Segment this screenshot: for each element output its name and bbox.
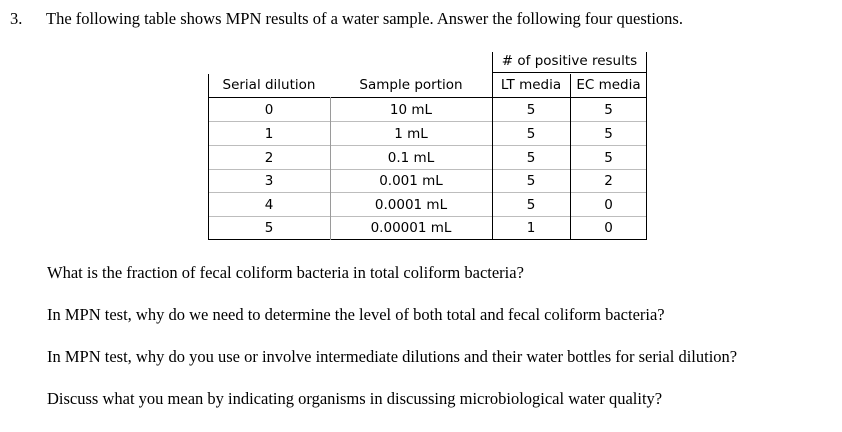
row-4-portion: 0.0001 mL bbox=[374, 197, 448, 213]
question-intro: The following table shows MPN results of a water sample. Answer the following four questions. bbox=[46, 9, 683, 28]
row-1-ec: 5 bbox=[604, 126, 613, 142]
row-4-lt: 5 bbox=[526, 197, 536, 213]
row-2-lt: 5 bbox=[526, 150, 536, 166]
column-rule bbox=[570, 74, 571, 240]
row-5-dilution: 5 bbox=[264, 220, 274, 236]
header-lt-media: LT media bbox=[500, 77, 562, 93]
column-rule bbox=[492, 52, 493, 240]
row-0-lt: 5 bbox=[526, 102, 536, 118]
question-number: 3. bbox=[10, 9, 23, 28]
row-4-dilution: 4 bbox=[264, 197, 274, 213]
row-3-ec: 2 bbox=[604, 173, 613, 189]
subquestion-3: In MPN test, why do you use or involve intermediate dilutions and their water bottles for serial dilution? bbox=[47, 347, 738, 366]
row-divider bbox=[208, 145, 647, 146]
table-bottom-rule bbox=[208, 239, 647, 240]
row-divider bbox=[208, 192, 647, 193]
row-0-portion: 10 mL bbox=[389, 102, 433, 118]
row-1-portion: 1 mL bbox=[394, 126, 428, 142]
question-heading bbox=[10, 9, 683, 29]
row-5-lt: 1 bbox=[526, 220, 536, 236]
header-rule bbox=[208, 97, 647, 98]
row-2-dilution: 2 bbox=[264, 150, 274, 166]
row-0-ec: 5 bbox=[604, 102, 613, 118]
row-divider bbox=[208, 169, 647, 170]
subquestion-1: What is the fraction of fecal coliform bacteria in total coliform bacteria? bbox=[47, 263, 524, 282]
group-header-rule bbox=[492, 72, 647, 73]
row-4-ec: 0 bbox=[604, 197, 613, 213]
column-rule-right bbox=[646, 52, 647, 240]
mpn-results-table bbox=[208, 52, 647, 241]
row-0-dilution: 0 bbox=[264, 102, 274, 118]
row-3-portion: 0.001 mL bbox=[379, 173, 443, 189]
group-header-positive-results: # of positive results bbox=[501, 53, 638, 69]
row-2-ec: 5 bbox=[604, 150, 613, 166]
subquestion-2: In MPN test, why do we need to determine the level of both total and fecal coliform bacteria? bbox=[47, 305, 665, 324]
column-rule-left bbox=[208, 74, 209, 240]
row-5-portion: 0.00001 mL bbox=[370, 220, 452, 236]
row-1-dilution: 1 bbox=[264, 126, 274, 142]
header-sample-portion: Sample portion bbox=[359, 77, 463, 93]
header-ec-media: EC media bbox=[576, 77, 641, 93]
column-rule bbox=[330, 97, 331, 240]
row-divider bbox=[208, 216, 647, 217]
subquestion-4: Discuss what you mean by indicating organisms in discussing microbiological water quality? bbox=[47, 389, 663, 408]
row-1-lt: 5 bbox=[526, 126, 536, 142]
header-serial-dilution: Serial dilution bbox=[222, 77, 316, 93]
row-2-portion: 0.1 mL bbox=[387, 150, 435, 166]
row-5-ec: 0 bbox=[604, 220, 613, 236]
row-3-lt: 5 bbox=[526, 173, 536, 189]
row-divider bbox=[208, 121, 647, 122]
row-3-dilution: 3 bbox=[264, 173, 274, 189]
